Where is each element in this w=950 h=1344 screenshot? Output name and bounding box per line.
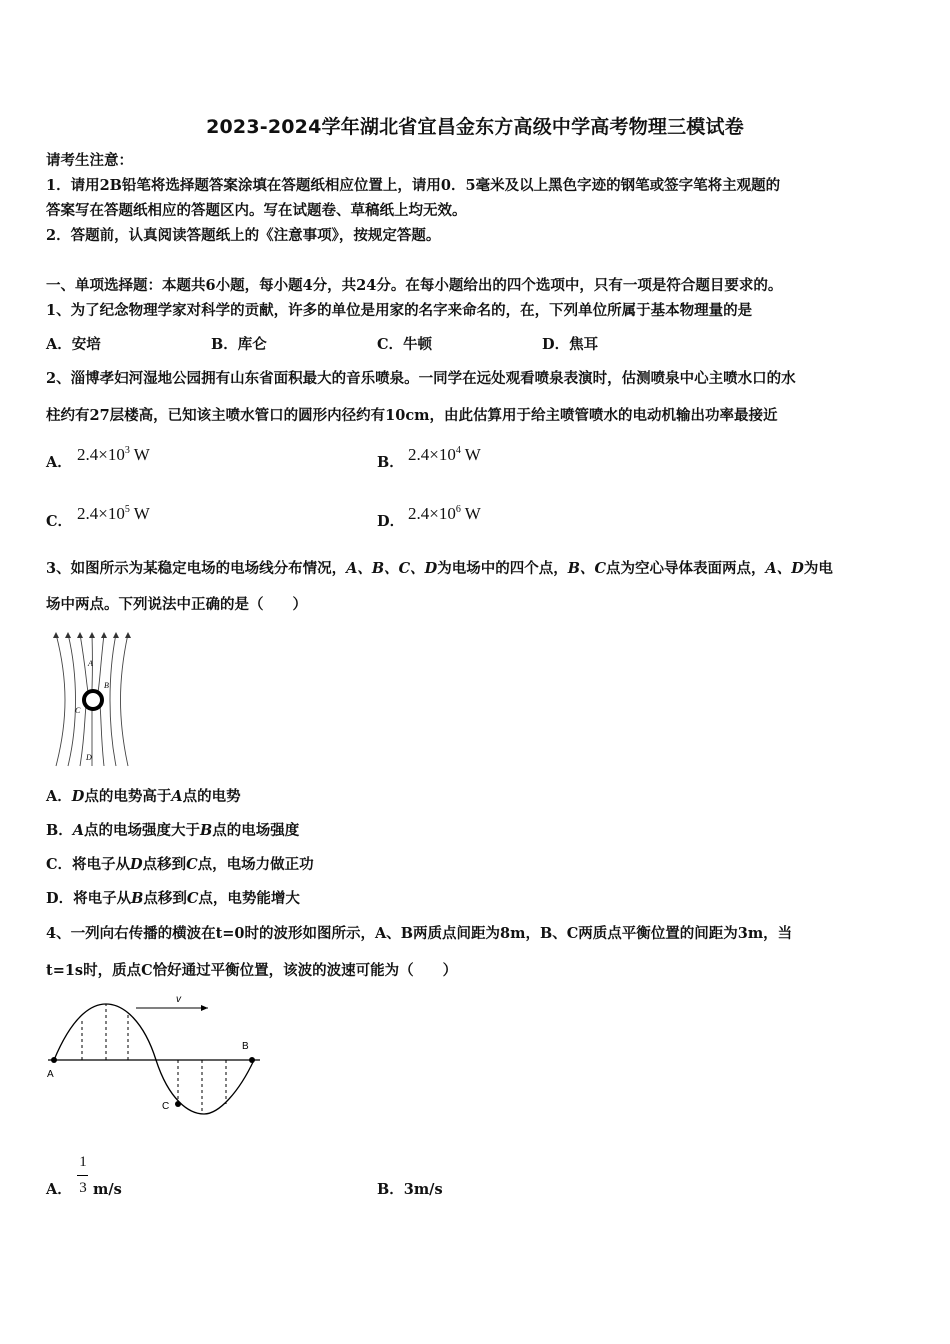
q3-opt-a-p1: D — [71, 788, 85, 805]
q3-opt-d-p2: C — [186, 890, 199, 907]
q2-option-c-value — [77, 500, 150, 524]
q3-stem-1 — [46, 559, 833, 579]
field-label-c: C — [75, 706, 81, 715]
q1-option-a: A．安培 — [46, 336, 101, 353]
q3-opt-d-label: D．将电子从 — [46, 890, 132, 907]
q3-opt-d-t2: 点，电势能增大 — [198, 890, 300, 907]
field-label-b: B — [104, 681, 109, 690]
q3-option-d — [46, 889, 300, 909]
q4-option-a-unit: m/s — [93, 1181, 122, 1198]
q3-stem-2: 场中两点。下列说法中正确的是（ ） — [46, 596, 307, 613]
notice-line-1: 1．请用2B铅笔将选择题答案涂填在答题纸相应位置上，请用0．5毫米及以上黑色字迹的钢笔或签字笔将主观题的 — [46, 177, 781, 194]
q4-stem-1: 4、一列向右传播的横波在t=0时的波形如图所示，A、B两质点间距为8m，B、C两质点平衡位置的间距为3m，当 — [46, 925, 793, 942]
q2-mantissa: 2.4×10 — [408, 504, 456, 523]
q2-exponent-c: 5 — [124, 504, 130, 515]
q2-exponent-b: 4 — [455, 445, 461, 456]
q4-option-b: B．3m/s — [377, 1181, 443, 1198]
field-line — [56, 634, 65, 766]
notice-heading: 请考生注意： — [46, 152, 133, 169]
q3-opt-b-p1: A — [72, 822, 85, 839]
electric-field-figure — [48, 630, 138, 770]
field-label-a: A — [88, 659, 93, 668]
point-c-dot — [175, 1101, 181, 1107]
q3-stem-1c: 为电场中的四个点， — [437, 560, 568, 577]
section-heading: 一、单项选择题：本题共6小题，每小题4分，共24分。在每小题给出的四个选项中，只有一项是符合题目要求的。 — [46, 277, 783, 294]
q3-opt-c-label: C．将电子从 — [46, 856, 131, 873]
hollow-conductor — [84, 691, 102, 709]
q3-stem-ad: A、D — [765, 560, 804, 577]
q4-stem-2: t=1s时，质点C恰好通过平衡位置，该波的波速可能为（ ） — [46, 962, 458, 979]
notice-line-2: 答案写在答题纸相应的答题区内。写在试题卷、草稿纸上均无效。 — [46, 202, 467, 219]
q3-stem-1a: 3、如图所示为某稳定电场的电场线分布情况， — [46, 560, 347, 577]
q2-mantissa: 2.4×10 — [77, 504, 125, 523]
q3-option-c — [46, 855, 314, 875]
q2-unit: W — [133, 445, 150, 464]
q1-option-d: D．焦耳 — [542, 336, 599, 353]
fraction-bar — [77, 1175, 88, 1176]
q3-opt-c-p1: D — [130, 856, 143, 873]
q2-option-b-label: B． — [377, 454, 404, 471]
q1-option-b: B．库仑 — [211, 336, 267, 353]
q2-stem-2: 柱约有27层楼高，已知该主喷水管口的圆形内径约有10cm，由此估算用于给主喷管喷水的电动机输出功率最接近 — [46, 407, 778, 424]
wave-label-b: B — [242, 1041, 249, 1052]
q3-opt-c-t2: 点，电场力做正功 — [197, 856, 314, 873]
arrow-right-icon — [201, 1005, 208, 1011]
point-a-dot — [51, 1057, 57, 1063]
field-line — [110, 634, 116, 766]
q2-unit: W — [464, 504, 481, 523]
q2-exponent-d: 6 — [455, 504, 461, 515]
q2-option-a — [46, 453, 72, 473]
velocity-label: v — [176, 994, 181, 1005]
arrow-icon — [77, 632, 83, 638]
wave-figure — [44, 992, 264, 1122]
field-line — [121, 634, 129, 766]
arrow-icon — [53, 632, 59, 638]
q3-opt-a-p2: A — [171, 788, 183, 805]
q2-mantissa: 2.4×10 — [408, 445, 456, 464]
q3-opt-c-p2: C — [186, 856, 198, 873]
q2-option-d — [377, 512, 404, 532]
q3-opt-a-t2: 点的电势 — [182, 788, 241, 805]
q3-opt-c-t1: 点移到 — [142, 856, 187, 873]
arrow-icon — [125, 632, 131, 638]
q3-option-a — [46, 787, 241, 807]
q2-option-b — [377, 453, 404, 473]
wave-curve — [54, 1004, 254, 1114]
q1-stem: 1、为了纪念物理学家对科学的贡献，许多的单位是用家的名字来命名的，在，下列单位所属于基本物理量的是 — [46, 302, 753, 319]
q3-opt-a-label: A． — [46, 788, 72, 805]
q2-unit: W — [133, 504, 150, 523]
q2-unit: W — [464, 445, 481, 464]
wave-label-c: C — [162, 1101, 170, 1112]
q2-exponent-a: 3 — [124, 445, 130, 456]
q3-opt-b-label: B． — [46, 822, 73, 839]
q3-stem-1g: 为电 — [803, 560, 833, 577]
q2-option-a-value — [77, 441, 150, 465]
arrow-icon — [89, 632, 95, 638]
q2-option-b-value — [408, 441, 481, 465]
arrow-icon — [101, 632, 107, 638]
q2-stem-1: 2、淄博孝妇河湿地公园拥有山东省面积最大的音乐喷泉。一同学在远处观看喷泉表演时，估测喷泉中心主喷水口的水 — [46, 370, 796, 387]
field-label-d: D — [86, 753, 92, 762]
q2-option-a-label: A． — [46, 454, 72, 471]
q2-mantissa: 2.4×10 — [77, 445, 125, 464]
q3-opt-d-t1: 点移到 — [143, 890, 187, 907]
q2-option-d-label: D． — [377, 513, 405, 530]
q3-stem-points: A、B、C、D — [346, 560, 438, 577]
q3-opt-d-p1: B — [131, 890, 144, 907]
q3-opt-b-t2: 点的电场强度 — [212, 822, 300, 839]
arrow-icon — [65, 632, 71, 638]
point-b-dot — [249, 1057, 255, 1063]
q2-option-c-label: C． — [46, 513, 73, 530]
q4-option-a-numerator: 1 — [79, 1154, 87, 1170]
q2-option-c — [46, 512, 72, 532]
q3-stem-bc: B、C — [567, 560, 607, 577]
page-title: 2023-2024学年湖北省宜昌金东方高级中学高考物理三模试卷 — [206, 116, 744, 138]
q3-opt-b-t1: 点的电场强度大于 — [84, 822, 201, 839]
q3-option-b — [46, 821, 299, 841]
q3-stem-1e: 点为空心导体表面两点， — [606, 560, 766, 577]
q3-opt-b-p2: B — [200, 822, 213, 839]
q4-option-a-denominator: 3 — [79, 1180, 87, 1196]
q2-option-d-value — [408, 500, 481, 524]
q4-option-a-label: A． — [46, 1181, 72, 1198]
wave-label-a: A — [47, 1069, 54, 1080]
arrow-icon — [113, 632, 119, 638]
q1-option-c: C．牛顿 — [377, 336, 433, 353]
field-line — [68, 634, 76, 766]
q3-opt-a-t1: 点的电势高于 — [84, 788, 172, 805]
notice-line-3: 2．答题前，认真阅读答题纸上的《注意事项》，按规定答题。 — [46, 227, 441, 244]
